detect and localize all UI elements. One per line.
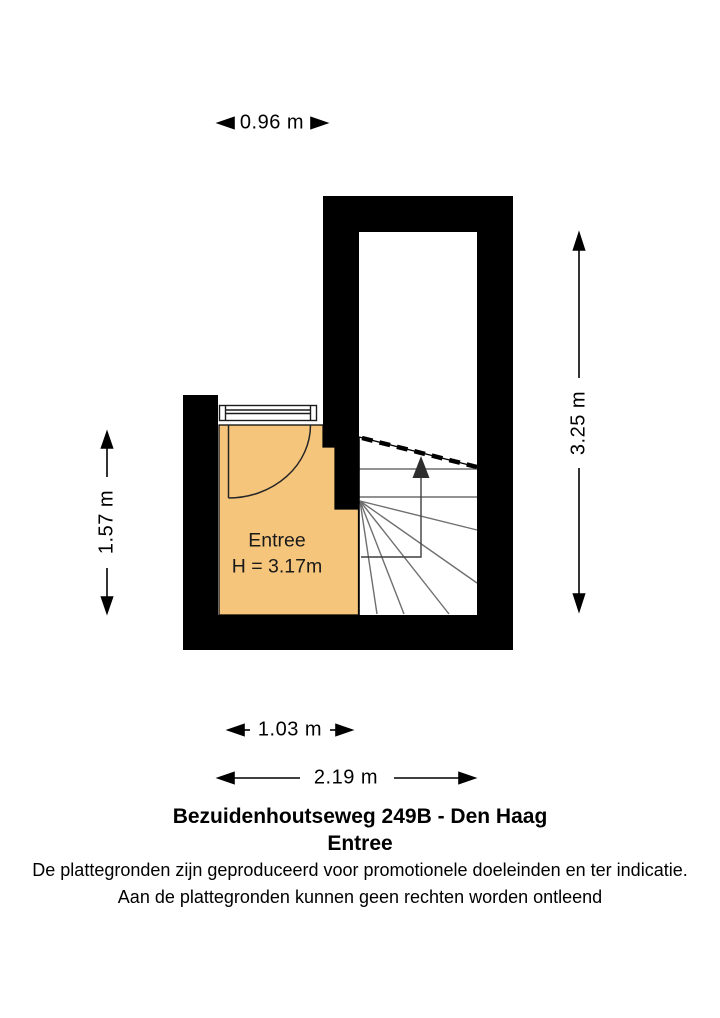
- dimension-label-bottom-inner: 1.03 m: [257, 718, 323, 741]
- dim-arrowhead: [218, 118, 234, 129]
- dim-arrowhead: [102, 432, 113, 448]
- address-title: Bezuidenhoutseweg 249B - Den Haag: [172, 805, 548, 828]
- dim-arrowhead: [459, 773, 475, 784]
- footer: [0, 803, 720, 910]
- dim-arrowhead: [102, 597, 113, 613]
- dimension-label-bottom-outer: 2.19 m: [313, 766, 379, 789]
- wall-bottom: [183, 615, 513, 650]
- disclaimer-line2: Aan de plattegronden kunnen geen rechten worden ontleend: [117, 887, 603, 907]
- room-name-label: Entree: [248, 529, 306, 552]
- disclaimer-line1: De plattegronden zijn geproduceerd voor promotionele doeleinden en ter indicatie.: [32, 860, 688, 880]
- stair-walk-line: [361, 478, 421, 557]
- room-height-label: H = 3.17m: [231, 555, 323, 578]
- floor-title: Entree: [327, 832, 393, 855]
- wall-right: [477, 196, 513, 650]
- dim-arrowhead: [336, 725, 352, 736]
- stair-winder: [360, 501, 477, 530]
- wall-central-upper: [323, 196, 359, 447]
- dimension-label-left: 1.57 m: [95, 489, 118, 555]
- dim-arrowhead: [228, 725, 244, 736]
- staircase: [359, 437, 477, 615]
- stair-winder: [360, 501, 477, 583]
- dimension-label-right: 3.25 m: [567, 390, 590, 456]
- dim-arrowhead: [574, 594, 585, 611]
- wall-central-lower: [335, 447, 359, 509]
- dim-arrowhead: [311, 118, 327, 129]
- dim-arrowhead: [574, 233, 585, 250]
- window-icon: [220, 406, 317, 421]
- dimension-label-top: 0.96 m: [239, 111, 305, 134]
- dim-arrowhead: [218, 773, 234, 784]
- wall-left: [183, 395, 218, 650]
- stair-up-arrow-icon: [413, 456, 430, 478]
